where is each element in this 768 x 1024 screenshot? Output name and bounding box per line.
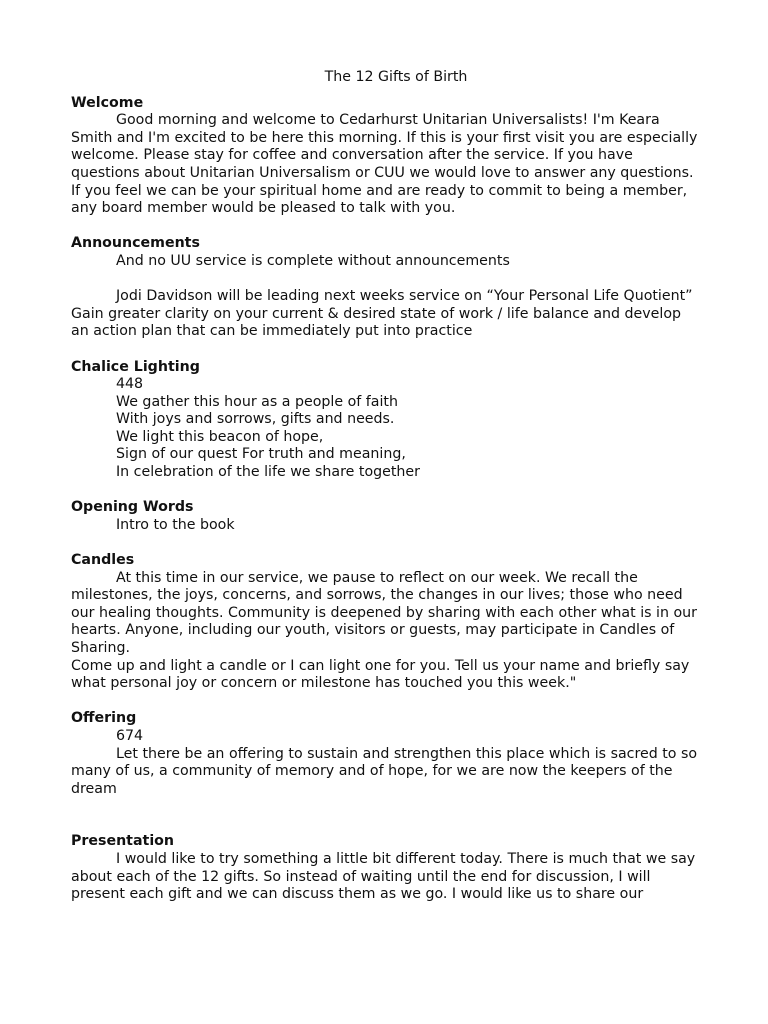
announcements-line: And no UU service is complete without announcements (116, 252, 510, 269)
document-title: The 12 Gifts of Birth (324, 69, 468, 85)
chalice-heading: Chalice Lighting (71, 358, 200, 375)
chalice-number: 448 (116, 376, 144, 393)
chalice-line: In celebration of the life we share together (116, 464, 420, 481)
chalice-line: With joys and sorrows, gifts and needs. (116, 411, 395, 428)
opening-heading: Opening Words (71, 499, 194, 516)
candles-paragraph: At this time in our service, we pause to reflect on our week. We recall the milestones, the joys, concerns, and sorrows, the changes in our lives; those who need our healing thoughts. Community is deepened by sharing with each other what is in our hearts. Anyone, including our youth, visitors or guests, may participate in Candles of Sharing. (71, 569, 697, 656)
opening-line: Intro to the book (116, 516, 235, 533)
offering-heading: Offering (71, 710, 137, 727)
announcements-paragraph: Jodi Davidson will be leading next weeks service on “Your Personal Life Quotient” Gain greater clarity on your current & desired state of work / life balance and develop an action plan that can be immediately put into practice (71, 288, 693, 340)
announcements-heading: Announcements (71, 235, 200, 252)
offering-paragraph: Let there be an offering to sustain and strengthen this place which is sacred to so many of us, a community of memory and of hope, for we are now the keepers of the dream (71, 745, 698, 797)
welcome-heading: Welcome (71, 94, 144, 111)
presentation-heading: Presentation (71, 833, 175, 850)
document-body (71, 69, 701, 904)
welcome-paragraph: Good morning and welcome to Cedarhurst Unitarian Universalists! I'm Keara Smith and I'm excited to be here this morning. If this is your first visit you are especially welcome. Please stay for coffee and conversation after the service. If you have questions about Unitarian Universalism or CUU we would love to answer any questions. If you feel we can be your spiritual home and are ready to commit to being a member, any board member would be pleased to talk with you. (71, 112, 698, 217)
candles-paragraph-2: Come up and light a candle or I can light one for you. Tell us your name and briefly say what personal joy or concern or milestone has touched you this week." (71, 657, 690, 692)
chalice-line: We gather this hour as a people of faith (116, 393, 398, 410)
presentation-paragraph: I would like to try something a little bit different today. There is much that we say about each of the 12 gifts. So instead of waiting until the end for discussion, I will present each gift and we can discuss them as we go. I would like us to share our (71, 850, 696, 903)
chalice-line: Sign of our quest For truth and meaning, (116, 446, 406, 463)
offering-number: 674 (116, 727, 144, 744)
chalice-line: We light this beacon of hope, (116, 428, 324, 445)
candles-heading: Candles (71, 552, 135, 569)
